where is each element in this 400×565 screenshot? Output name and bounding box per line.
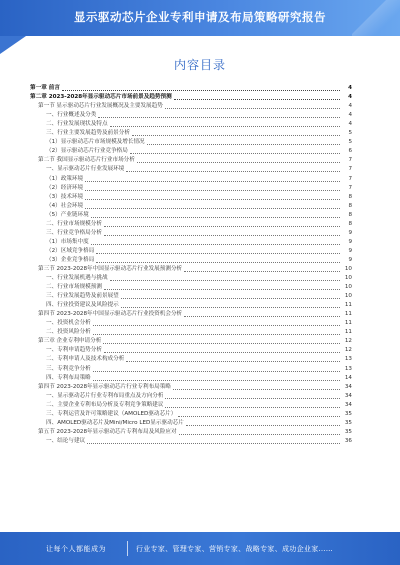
toc-entry-page: 10 (344, 275, 352, 282)
toc-leader-dots (173, 389, 340, 390)
toc-entry-title: （2）区域竞争格局 (46, 247, 95, 254)
toc-entry-page: 35 (344, 410, 352, 417)
toc-entry-page: 9 (348, 247, 352, 254)
toc-entry-title: 一、专利申请趋势分析 (46, 347, 102, 354)
toc-entry-title: （4）社会环境 (46, 202, 84, 209)
toc-entry[interactable] (30, 364, 352, 373)
toc-entry[interactable] (30, 401, 352, 410)
toc-entry[interactable] (30, 238, 352, 247)
toc-leader-dots (104, 289, 340, 290)
toc-leader-dots (165, 108, 340, 109)
toc-entry-title: 三、专利竞争分析 (46, 365, 91, 372)
toc-entry-page: 35 (344, 428, 352, 435)
toc-entry-page: 7 (348, 175, 352, 182)
table-of-contents (30, 84, 352, 446)
toc-leader-dots (104, 226, 340, 227)
toc-entry-page: 12 (344, 338, 352, 345)
header-decoration (352, 0, 400, 36)
toc-entry-title: 三、专利运营及许可策略建议（AMOLED驱动芯片） (46, 410, 177, 417)
toc-entry-title: 一、行业发展机遇与挑战 (46, 275, 108, 282)
toc-entry-title: 二、行业市场规模分析 (46, 220, 102, 227)
toc-entry-title: 三、行业发展趋势及前景展望 (46, 293, 119, 300)
toc-entry-page: 4 (348, 121, 352, 128)
toc-entry-title: （1）市场集中度 (46, 238, 89, 245)
toc-entry-page: 11 (344, 320, 352, 327)
toc-leader-dots (110, 280, 340, 281)
toc-entry[interactable] (30, 184, 352, 193)
toc-entry-page: 10 (344, 293, 352, 300)
footer-divider (127, 541, 128, 556)
toc-leader-dots (121, 307, 340, 308)
header-corner-decoration (0, 36, 26, 54)
toc-entry-title: （1）显示驱动芯片市场规模及增长情况 (46, 139, 145, 146)
footer-slogan-right: 行业专家、管理专家、营销专家、战略专家、成功企业家…… (136, 545, 334, 553)
toc-leader-dots (85, 181, 340, 182)
toc-entry-title: （2）经济环境 (46, 184, 84, 191)
toc-entry-title: 二、行业市场规模预测 (46, 284, 102, 291)
toc-entry-page: 13 (344, 365, 352, 372)
toc-entry-page: 9 (348, 238, 352, 245)
toc-entry-page: 13 (344, 356, 352, 363)
toc-entry-page: 7 (348, 184, 352, 191)
toc-entry-title: 二、投资风险分析 (46, 329, 91, 336)
toc-leader-dots (110, 126, 340, 127)
toc-entry[interactable] (30, 256, 352, 265)
footer-slogan-left: 让每个人都能成为 (46, 545, 106, 553)
toc-entry[interactable] (30, 374, 352, 383)
toc-entry[interactable] (30, 301, 352, 310)
toc-entry[interactable] (30, 355, 352, 364)
toc-leader-dots (93, 380, 340, 381)
toc-entry-page: 35 (344, 419, 352, 426)
toc-entry-title: 二、专利申请人及技术构成分析 (46, 356, 125, 363)
toc-entry[interactable] (30, 337, 352, 346)
toc-entry-page: 6 (348, 148, 352, 155)
toc-entry-title: 第四节 2023-2028年中国显示驱动芯片行业投资机会分析 (38, 311, 183, 318)
toc-entry[interactable] (30, 383, 352, 392)
toc-entry-title: 一、显示驱动芯片行业专利布局重点及方向分析 (46, 392, 164, 399)
toc-entry-page: 5 (348, 139, 352, 146)
toc-entry-page: 4 (348, 94, 352, 101)
toc-entry-page: 7 (348, 157, 352, 164)
toc-entry-title: 第四节 2023-2028年显示驱动芯片行业专利布局策略 (38, 383, 171, 390)
toc-entry[interactable] (30, 346, 352, 355)
toc-leader-dots (98, 117, 340, 118)
toc-entry[interactable] (30, 274, 352, 283)
toc-entry-title: 四、AMOLED驱动芯片及Mini/Micro LED显示驱动芯片 (46, 419, 184, 426)
footer-bar (0, 532, 400, 565)
toc-entry-page: 34 (344, 392, 352, 399)
toc-leader-dots (87, 443, 340, 444)
toc-entry[interactable] (30, 410, 352, 419)
toc-entry-page: 11 (344, 311, 352, 318)
toc-entry[interactable] (30, 138, 352, 147)
toc-entry-page: 4 (348, 85, 352, 92)
toc-leader-dots (104, 235, 340, 236)
toc-entry-title: 四、专利布局策略 (46, 374, 91, 381)
toc-leader-dots (91, 244, 340, 245)
toc-leader-dots (184, 316, 340, 317)
toc-entry-title: 第一节 显示驱动芯片行业发展概况及主要发展趋势 (38, 103, 163, 110)
toc-entry[interactable] (30, 392, 352, 401)
toc-entry[interactable] (30, 292, 352, 301)
toc-entry-title: （3）技术环境 (46, 193, 84, 200)
toc-leader-dots (130, 153, 340, 154)
toc-entry[interactable] (30, 229, 352, 238)
toc-leader-dots (137, 162, 340, 163)
toc-leader-dots (96, 262, 340, 263)
toc-entry[interactable] (30, 193, 352, 202)
toc-entry-title: 一、结论与建议 (46, 437, 86, 444)
toc-leader-dots (147, 144, 340, 145)
toc-entry[interactable] (30, 419, 352, 428)
toc-leader-dots (132, 135, 340, 136)
toc-entry[interactable] (30, 310, 352, 319)
toc-entry-title: （2）显示驱动芯片行业竞争格局 (46, 148, 128, 155)
toc-entry[interactable] (30, 202, 352, 211)
toc-entry[interactable] (30, 129, 352, 138)
toc-leader-dots (93, 334, 340, 335)
toc-leader-dots (184, 271, 340, 272)
toc-leader-dots (93, 371, 340, 372)
toc-entry-title: 第二节 我国显示驱动芯片行业市场分析 (38, 157, 135, 164)
toc-leader-dots (165, 398, 340, 399)
toc-entry[interactable] (30, 102, 352, 111)
toc-entry-title: 三、行业竞争格局分析 (46, 229, 102, 236)
toc-entry[interactable] (30, 428, 352, 437)
toc-leader-dots (174, 99, 340, 100)
toc-entry-page: 8 (348, 211, 352, 218)
toc-entry-page: 9 (348, 229, 352, 236)
toc-entry[interactable] (30, 111, 352, 120)
toc-leader-dots (103, 343, 340, 344)
toc-entry-title: 二、主要企业专利布局分析及专利竞争策略建议 (46, 401, 164, 408)
toc-entry[interactable] (30, 220, 352, 229)
toc-leader-dots (96, 253, 340, 254)
toc-entry-title: 三、行业主要发展趋势及前景分析 (46, 130, 130, 137)
toc-entry-title: （5）产业链环境 (46, 211, 89, 218)
toc-leader-dots (178, 416, 340, 417)
toc-entry[interactable] (30, 147, 352, 156)
toc-leader-dots (126, 361, 340, 362)
toc-entry-title: 一、显示驱动芯片行业发展环境 (46, 166, 125, 173)
toc-leader-dots (93, 325, 340, 326)
toc-entry[interactable] (30, 84, 352, 93)
toc-entry-page: 34 (344, 383, 352, 390)
toc-leader-dots (62, 90, 340, 91)
toc-entry[interactable] (30, 93, 352, 102)
toc-entry-page: 10 (344, 284, 352, 291)
toc-entry-page: 8 (348, 202, 352, 209)
toc-leader-dots (85, 199, 340, 200)
toc-entry-title: 第三章 企业专利申请分析 (38, 338, 102, 345)
toc-leader-dots (91, 217, 340, 218)
toc-entry[interactable] (30, 247, 352, 256)
toc-leader-dots (121, 298, 340, 299)
toc-entry-title: 第一章 前言 (30, 85, 60, 92)
toc-leader-dots (85, 190, 340, 191)
toc-entry-page: 34 (344, 401, 352, 408)
toc-entry-title: 一、行业概述及分类 (46, 112, 97, 119)
toc-entry-page: 8 (348, 220, 352, 227)
toc-entry[interactable] (30, 120, 352, 129)
toc-entry[interactable] (30, 437, 352, 446)
toc-entry-page: 36 (344, 437, 352, 444)
toc-heading: 内容目录 (173, 58, 226, 72)
toc-entry-page: 4 (348, 103, 352, 110)
toc-entry[interactable] (30, 174, 352, 183)
toc-entry-title: 一、投资机会分析 (46, 320, 91, 327)
toc-entry[interactable] (30, 156, 352, 165)
toc-leader-dots (104, 352, 340, 353)
toc-entry[interactable] (30, 283, 352, 292)
toc-entry-page: 11 (344, 302, 352, 309)
toc-entry[interactable] (30, 165, 352, 174)
toc-entry[interactable] (30, 265, 352, 274)
toc-entry-title: 第三节 2023-2028年中国显示驱动芯片行业发展预测分析 (38, 265, 183, 272)
toc-leader-dots (126, 171, 340, 172)
toc-entry-title: 第二章 2023-2028年显示驱动芯片市场前景及趋势预测 (30, 94, 172, 101)
toc-entry-page: 11 (344, 329, 352, 336)
toc-entry-title: 四、行业投资建议及风险提示 (46, 302, 119, 309)
toc-entry-title: 二、行业发展现状及特点 (46, 121, 108, 128)
toc-leader-dots (179, 434, 340, 435)
toc-entry-page: 7 (348, 166, 352, 173)
toc-entry-page: 5 (348, 130, 352, 137)
report-title: 显示驱动芯片企业专利申请及布局策略研究报告 (74, 10, 326, 24)
toc-entry-page: 9 (348, 256, 352, 263)
toc-leader-dots (165, 407, 340, 408)
toc-entry-title: 第五节 2023-2028年显示驱动芯片专利布局及风险应对 (38, 428, 177, 435)
toc-entry-page: 10 (344, 265, 352, 272)
toc-entry-page: 8 (348, 193, 352, 200)
toc-entry-page: 12 (344, 347, 352, 354)
report-header-bar (0, 0, 400, 36)
toc-entry-page: 4 (348, 112, 352, 119)
toc-entry[interactable] (30, 328, 352, 337)
toc-entry-page: 14 (344, 374, 352, 381)
toc-entry[interactable] (30, 319, 352, 328)
toc-entry-title: （1）政策环境 (46, 175, 84, 182)
toc-entry-title: （3）企业竞争格局 (46, 256, 95, 263)
toc-leader-dots (85, 208, 340, 209)
toc-entry[interactable] (30, 211, 352, 220)
toc-leader-dots (186, 425, 340, 426)
